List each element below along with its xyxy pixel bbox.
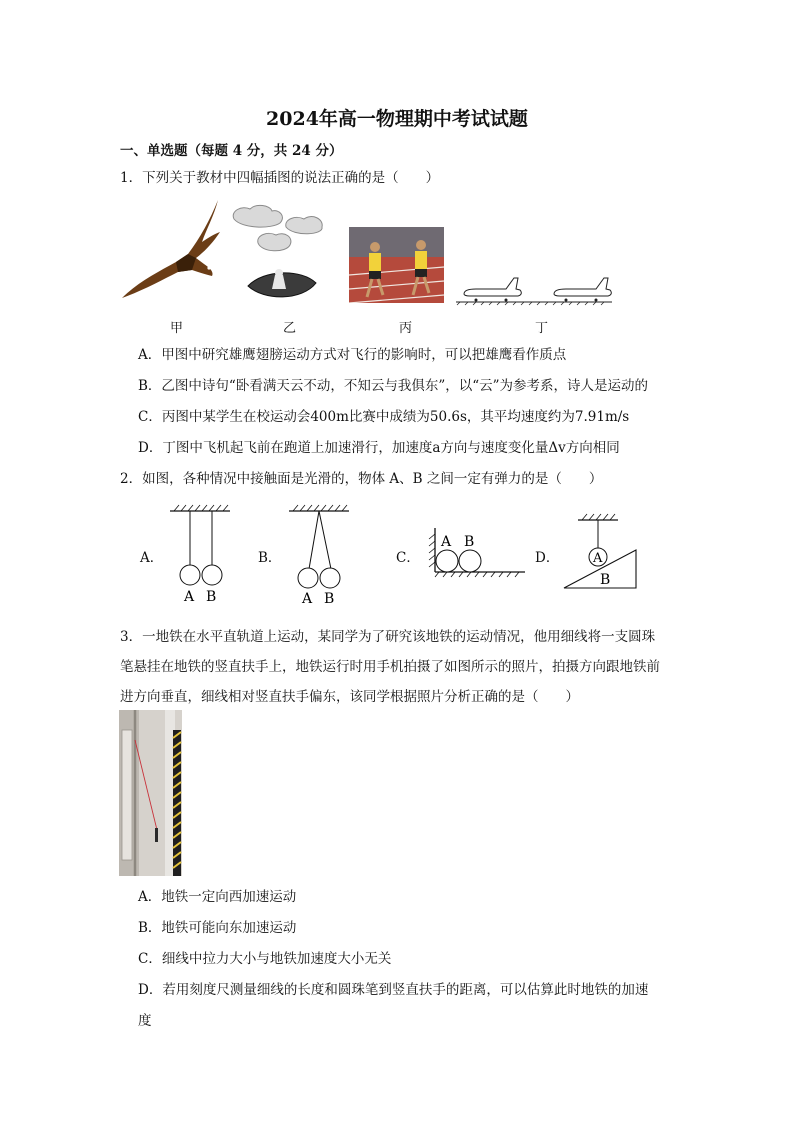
fig-c-ball-b: B — [464, 534, 475, 550]
section-heading: 一、单选题（每题 4 分，共 24 分） — [120, 143, 343, 159]
q1-option-d: D．丁图中飞机起飞前在跑道上加速滑行，加速度a方向与速度变化量Δv方向相同 — [138, 440, 620, 456]
subway-photo — [119, 710, 182, 876]
fig-c-ball-a: A — [441, 534, 452, 550]
q2-label-b: B． — [258, 550, 282, 566]
q3-option-b: B．地铁可能向东加速运动 — [138, 920, 297, 936]
fig-d-ball-a: A — [593, 551, 603, 566]
caption-bing: 丙 — [399, 321, 413, 336]
q1-option-c: C．丙图中某学生在校运动会400m比赛中成绩为50.6s，其平均速度约为7.91m/s — [138, 409, 630, 425]
fig-b-ball-b: B — [324, 591, 335, 607]
q2-label-d: D． — [535, 550, 560, 566]
page-title: 2024年高一物理期中考试试题 — [266, 108, 528, 130]
question-3-stem-line-3: 进方向垂直，细线相对竖直扶手偏东，该同学根据照片分析正确的是（ ） — [120, 689, 579, 705]
fig-b-ball-a: A — [302, 591, 313, 607]
caption-yi: 乙 — [283, 321, 297, 336]
q3-option-a: A．地铁一定向西加速运动 — [138, 889, 297, 905]
q1-option-a: A．甲图中研究雄鹰翅膀运动方式对飞行的影响时，可以把雄鹰看作质点 — [138, 347, 567, 363]
question-3-stem-line-1: 3．一地铁在水平直轨道上运动，某同学为了研究该地铁的运动情况，他用细线将一支圆珠 — [120, 629, 656, 645]
figure-d — [560, 512, 642, 592]
airplanes-image — [456, 270, 612, 306]
fig-a-ball-b: B — [206, 589, 217, 605]
question-3-stem-line-2: 笔悬挂在地铁的竖直扶手上，地铁运行时用手机拍摄了如图所示的照片，拍摄方向跟地铁前 — [120, 659, 660, 675]
q3-option-d-continued: 度 — [138, 1013, 152, 1029]
q3-option-c: C．细线中拉力大小与地铁加速度大小无关 — [138, 951, 392, 967]
runners-photo — [349, 227, 444, 303]
figure-c — [425, 526, 529, 578]
fig-a-ball-a: A — [184, 589, 195, 605]
q2-label-a: A． — [140, 550, 164, 566]
caption-ding: 丁 — [535, 321, 549, 336]
q3-option-d: D．若用刻度尺测量细线的长度和圆珠笔到竖直扶手的距离，可以估算此时地铁的加速 — [138, 982, 649, 998]
figure-a — [168, 503, 234, 607]
q2-label-c: C． — [396, 550, 420, 566]
eagle-image — [118, 194, 223, 306]
caption-jia: 甲 — [170, 321, 184, 336]
question-1-stem: 1．下列关于教材中四幅插图的说法正确的是（ ） — [120, 170, 440, 186]
clouds-boat-image — [228, 203, 332, 303]
fig-d-block-b: B — [600, 572, 611, 588]
figure-b — [287, 503, 353, 607]
q1-option-b: B．乙图中诗句“卧看满天云不动，不知云与我俱东”，以“云”为参考系，诗人是运动的 — [138, 378, 649, 394]
question-2-stem: 2．如图，各种情况中接触面是光滑的，物体 A、B 之间一定有弹力的是（ ） — [120, 471, 603, 487]
